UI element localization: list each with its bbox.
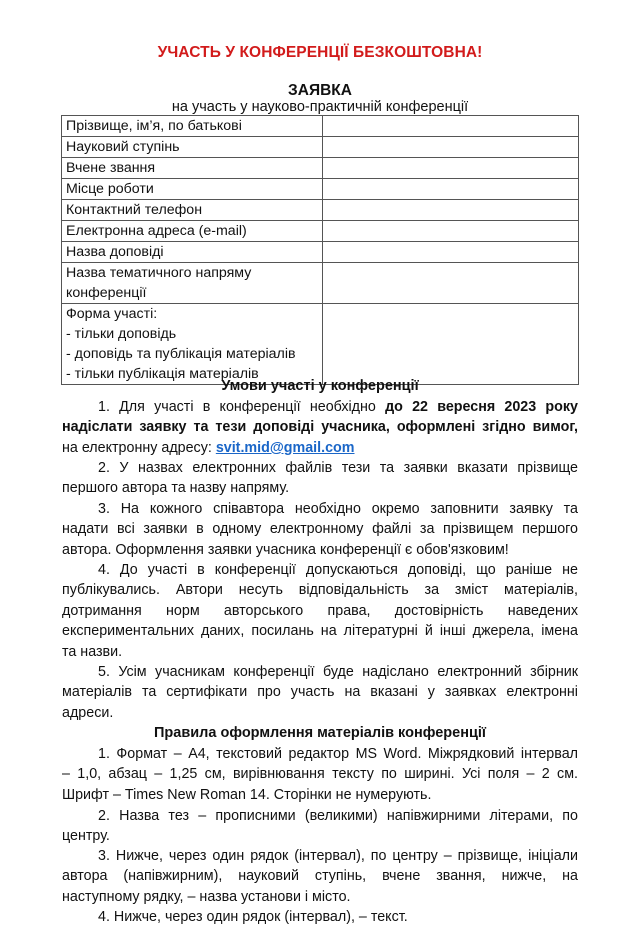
text-line: адреси.: [62, 704, 114, 721]
row-label-report-title: Назва доповіді: [62, 242, 323, 263]
text-line: 2. У назвах електронних файлів тези та заявки вказати прізвище: [98, 460, 578, 476]
text-line: 3. Нижче, через один рядок (інтервал), по центру – прізвище, ініціали: [98, 848, 578, 864]
label-line: Назва тематичного напряму: [66, 265, 252, 281]
table-row: [62, 137, 579, 158]
row-label-full-name: Прізвище, ім’я, по батькові: [62, 116, 323, 137]
rule-item-3: [62, 846, 578, 907]
text-line: матеріалів та сертифікати про участь на вказані у заявках електронні: [62, 684, 578, 701]
row-label-phone: Контактний телефон: [62, 200, 323, 221]
table-row: [62, 158, 579, 179]
row-label-email: Електронна адреса (e-mail): [62, 221, 323, 242]
contact-email-link[interactable]: svit.mid@gmail.com: [215, 439, 355, 456]
row-label-participation-form: [62, 304, 323, 385]
table-row: [62, 242, 579, 263]
row-value-email[interactable]: [322, 221, 578, 242]
submission-requirement-text: надіслати заявку та тези доповіді учасника, оформлені згідно вимог,: [62, 419, 578, 436]
table-row: [62, 200, 579, 221]
condition-item-4: [62, 560, 578, 662]
row-value-report-title[interactable]: [322, 242, 578, 263]
table-row: [62, 179, 579, 200]
condition-item-3: [62, 499, 578, 560]
row-label-degree: Науковий ступінь: [62, 137, 323, 158]
text-line: 1. Формат – А4, текстовий редактор MS Word. Міжрядковий інтервал: [98, 746, 578, 762]
option-report-only: - тільки доповідь: [66, 326, 177, 342]
application-title: ЗАЯВКА: [288, 82, 352, 99]
free-participation-banner: УЧАСТЬ У КОНФЕРЕНЦІЇ БЕЗКОШТОВНА!: [157, 44, 483, 61]
text-line: та назви.: [62, 643, 123, 660]
text-line: автора. Оформлення заявки учасника конференції є обов'язковим!: [62, 541, 509, 558]
text-line: 2. Назва тез – прописними (великими) напівжирними літерами, по: [98, 808, 578, 824]
table-row: [62, 116, 579, 137]
row-value-degree[interactable]: [322, 137, 578, 158]
text-line: Шрифт – Times New Roman 14. Сторінки не нумерують.: [62, 786, 432, 803]
text-line: надати всі заявки в одному електронному файлі за прізвищем першого: [62, 521, 578, 538]
text-line: дотримання норм авторського права, достовірність наведених: [62, 602, 578, 619]
text-line: 3. На кожного співавтора необхідно окремо заповнити заявку та: [98, 501, 578, 517]
text-line: першого автора та назву напряму.: [62, 480, 290, 497]
rule-item-1: [62, 744, 578, 805]
table-row: [62, 304, 579, 385]
row-value-full-name[interactable]: [322, 116, 578, 137]
condition-item-5: [62, 662, 578, 723]
option-report-and-publication: - доповідь та публікація матеріалів: [66, 346, 296, 362]
application-form-table: [61, 115, 579, 385]
condition-1-text: 1. Для участі в конференції необхідно: [98, 399, 386, 415]
text-line: 4. Нижче, через один рядок (інтервал), – текст.: [98, 909, 408, 925]
text-line: наступному рядку, – назва установи і місто.: [62, 888, 351, 905]
text-line: 4. До участі в конференції допускаються доповіді, що раніше не: [98, 562, 578, 578]
text-line: автора (напівжирним), науковий ступінь, вчене звання, нижче, на: [62, 868, 578, 885]
rule-item-2: [62, 806, 578, 847]
row-value-thematic-direction[interactable]: [322, 263, 578, 304]
label-line: конференції: [66, 285, 147, 301]
row-label-thematic-direction: [62, 263, 323, 304]
row-value-workplace[interactable]: [322, 179, 578, 200]
row-label-academic-title: Вчене звання: [62, 158, 323, 179]
condition-item-1: [62, 397, 578, 458]
option-publication-only: - тільки публікація матеріалів: [66, 366, 259, 382]
text-line: експериментальних даних, посилань на літературні й інші джерела, імена: [62, 623, 578, 640]
row-label-workplace: Місце роботи: [62, 179, 323, 200]
text-line: – 1,0, абзац – 1,25 см, вирівнювання тексту по ширині. Усі поля – 2 см.: [62, 766, 578, 783]
deadline-text: до 22 вересня 2023 року: [385, 399, 578, 415]
row-value-academic-title[interactable]: [322, 158, 578, 179]
application-subtitle: на участь у науково-практичній конференції: [171, 99, 469, 115]
text-line: центру.: [62, 828, 110, 845]
conditions-heading: Умови участі у конференції: [221, 378, 419, 394]
condition-item-2: [62, 458, 578, 499]
text-line: 5. Усім учасникам конференції буде надіслано електронний збірник: [98, 664, 578, 680]
table-row: [62, 221, 579, 242]
row-value-participation-form[interactable]: [322, 304, 578, 385]
rule-item-4: [62, 907, 578, 927]
text-line: публікувались. Автори несуть відповідальність за зміст матеріалів,: [62, 582, 578, 599]
email-prefix-text: на електронну адресу:: [62, 439, 216, 456]
rules-heading: Правила оформлення матеріалів конференції: [153, 725, 486, 741]
label-line: Форма участі:: [66, 306, 158, 322]
row-value-phone[interactable]: [322, 200, 578, 221]
table-row: [62, 263, 579, 304]
